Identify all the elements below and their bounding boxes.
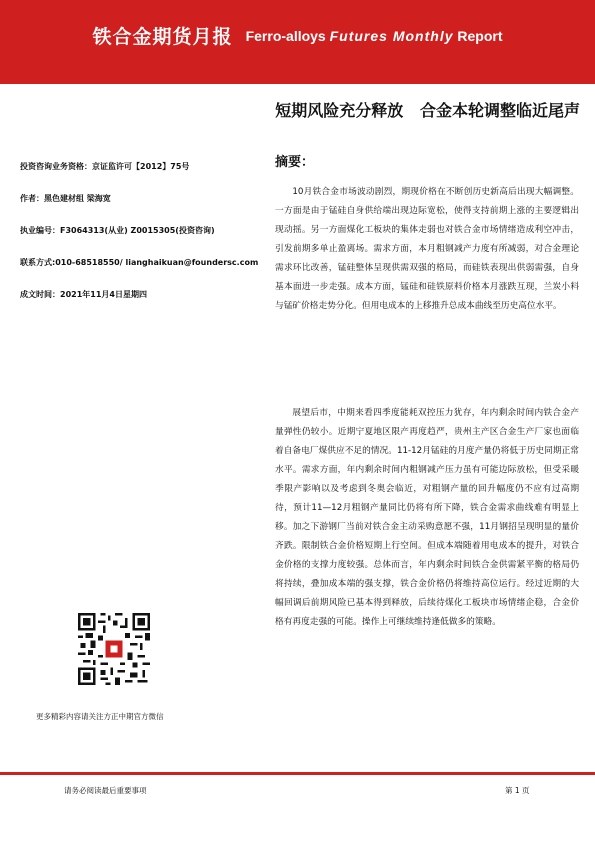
report-title-en [246,28,503,44]
report-title-en-3: Report [457,27,503,44]
report-title-en-1: Ferro-alloys [245,27,326,44]
abstract-heading: 摘要： [275,155,315,170]
abstract-paragraph-2: 展望后市，中期来看四季度能耗双控压力犹存，年内剩余时间内铁合金产量弹性仍较小。近期宁夏地区限产再度趋严，贵州主产区合金生产厂家也面临着自备电厂煤供应不足的情况。11-12月锰硅的月度产量仍将低于历史同期正常水平。需求方面，年内剩余时间内粗钢减产压力虽有可能边际放松，但受采暖季限产影响以及考虑到冬奥会临近，对粗钢产量的回升幅度仍不应有过高期待，预计11—12月粗钢产量同比仍将有所下降，铁合金需求曲线难有明显上移。加之下游钢厂当前对铁合金主动采购意愿不强，11月钢招呈现明显的量价齐跌。限制铁合金价格短期上行空间。但成本端随着用电成本的提升，对铁合金价格的支撑力度较强。总体而言，年内剩余时间铁合金供需紧平衡的格局仍将持续，叠加成本端的强支撑，铁合金价格仍将维持高位运行。经过近期的大幅回调后前期风险已基本得到释放，后续待煤化工板块市场情绪企稳，合金价格有再度走强的可能。操作上可继续维持逢低做多的策略。 [275,408,579,627]
report-subtitle: 短期风险充分释放 合金本轮调整临近尾声 [275,101,580,120]
abstract-paragraph-1: 10月铁合金市场波动剧烈，期现价格在不断创历史新高后出现大幅调整。一方面是由于锰硅自身供给端出现边际宽松，使得支持前期上涨的主要逻辑出现动摇。另一方面煤化工板块的集体走弱也对铁合金市场情绪造成利空冲击，引发前期多单止盈离场。需求方面，本月粗钢减产力度有所减弱，对合金理论需求环比改善，锰硅整体呈现供需双强的格局，而硅铁表现出供弱需强，自身基本面进一步走强。成本方面，锰硅和硅铁原料价格本月涨跌互现，兰炭小料与锰矿价格走势分化。但用电成本的上移推升总成本曲线至历史高位水平。 [275,187,579,311]
contact-line: 联系方式:010-68518550/ lianghaikuan@foundersc.com [20,258,259,267]
author-line: 作者：黑色建材组 梁海宽 [20,194,111,203]
qr-code-icon [78,613,150,685]
footer-notice: 请务必阅读最后重要事项 [64,786,147,795]
date-line: 成文时间：2021年11月4日星期四 [20,290,147,299]
license-line: 执业编号：F3064313(从业) Z0015305(投资咨询) [20,226,215,235]
qr-caption: 更多精彩内容请关注方正中期官方微信 [36,712,164,721]
footer-divider [0,772,595,775]
qualification-line: 投资咨询业务资格：京证监许可【2012】75号 [20,162,190,171]
report-title [0,22,595,49]
report-title-zh: 铁合金期货月报 [92,26,233,48]
page-number: 第 1 页 [505,786,530,795]
report-title-en-2: Futures Monthly [329,27,454,44]
